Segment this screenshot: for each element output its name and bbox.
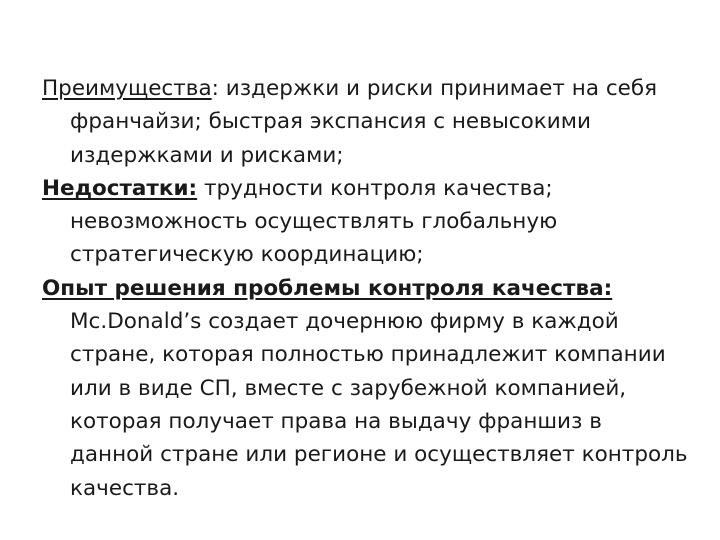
- quality-control-paragraph: [42, 272, 692, 505]
- advantages-paragraph: [42, 72, 692, 172]
- quality-control-text: Mc.Donald’s создает дочернюю фирму в каждой стране, которая полностью принадлежит компании или в виде СП, вместе с зарубежной компанией, которая получает права на выдачу франшиз в данной стране или регионе и осуществляет контроль качества.: [70, 309, 688, 501]
- disadvantages-paragraph: [42, 172, 692, 272]
- disadvantages-text: трудности контроля качества; невозможность осуществлять глобальную стратегическую координацию;: [70, 175, 558, 268]
- slide-body: [42, 72, 692, 505]
- advantages-text: издержки и риски принимает на себя франчайзи; быстрая экспансия с невысокими издержками и рисками;: [70, 76, 658, 168]
- disadvantages-heading: Недостатки:: [42, 175, 198, 201]
- advantages-colon: :: [211, 76, 219, 101]
- advantages-heading: Преимущества: [42, 76, 212, 101]
- quality-control-heading: Опыт решения проблемы контроля качества:: [42, 275, 613, 301]
